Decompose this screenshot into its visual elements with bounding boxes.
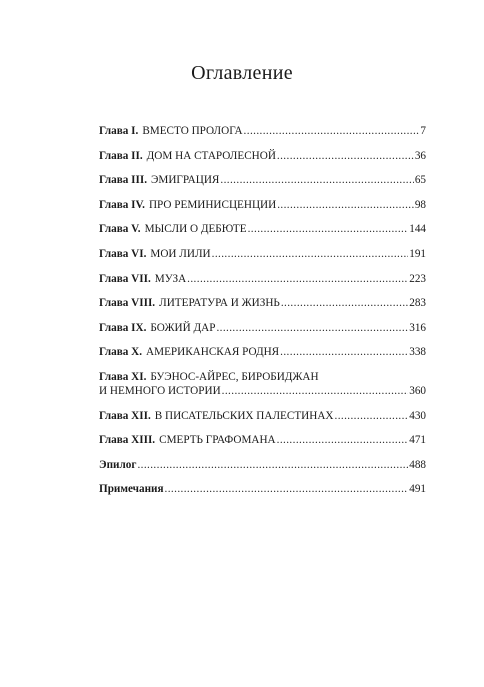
toc-entry[interactable] [99,198,426,212]
toc-entry[interactable] [99,370,426,398]
toc-entry-page: 36 [414,149,426,162]
toc-entry-page: 223 [409,272,426,285]
dot-leader [220,173,413,187]
dot-leader [280,345,408,359]
toc-entry-title: ПРО РЕМИНИСЦЕНЦИИ [148,198,277,211]
toc-entry-label: Глава II. [99,149,143,162]
dot-leader [277,149,414,163]
dot-leader [137,458,408,472]
toc-entry-label: Глава VII. [99,272,151,285]
toc-entry-label: Глава V. [99,223,141,236]
toc-entry[interactable] [99,247,426,261]
toc-entry-label: Глава IX. [99,321,147,334]
dot-leader [165,482,409,496]
toc-entry-label: Глава XIII. [99,434,156,447]
toc-entry-label: Глава IV. [99,198,145,211]
toc-entry-label: Глава X. [99,346,143,359]
toc-entry[interactable] [99,222,426,236]
toc-entry[interactable] [99,296,426,310]
toc-entry[interactable] [99,124,426,138]
toc-entry-title: МЫСЛИ О ДЕБЮТЕ [144,223,247,236]
toc-entry-title: БУЭНОС-АЙРЕС, БИРОБИДЖАН [150,370,319,383]
toc-entry-label: Глава XI. [99,370,147,383]
toc-entry-title: ВМЕСТО ПРОЛОГА [142,125,243,137]
dot-leader [248,222,409,236]
toc-entry[interactable] [99,433,426,447]
table-of-contents [99,124,426,507]
toc-entry-line [99,370,426,384]
dot-leader [335,409,409,423]
toc-entry-page: 471 [409,434,426,447]
toc-entry-page: 360 [409,384,426,397]
toc-entry-label: Глава VI. [99,247,147,260]
dot-leader [216,321,408,335]
toc-entry-label: Глава VIII. [99,297,156,310]
toc-entry-title: ЛИТЕРАТУРА И ЖИЗНЬ [159,297,280,310]
dot-leader [281,296,408,310]
toc-entry[interactable] [99,149,426,163]
toc-entry-title: ДОМ НА СТАРОЛЕСНОЙ [146,149,276,162]
toc-entry[interactable] [99,272,426,286]
dot-leader [277,433,409,447]
toc-entry-line [99,384,426,398]
toc-entry-title: БОЖИЙ ДАР [150,321,216,334]
toc-entry-page: 488 [409,458,426,471]
toc-entry-title: МУЗА [154,272,187,285]
toc-entry[interactable] [99,482,426,496]
page-title: Оглавление [191,62,293,84]
toc-entry-title-continued: И НЕМНОГО ИСТОРИИ [99,384,221,397]
toc-entry-label: Глава XII. [99,409,151,422]
toc-entry-page: 65 [414,174,426,187]
toc-entry-title: СМЕРТЬ ГРАФОМАНА [159,434,276,447]
toc-entry-title: МОИ ЛИЛИ [150,247,211,260]
toc-entry[interactable] [99,458,426,472]
toc-entry-title: В ПИСАТЕЛЬСКИХ ПАЛЕСТИНАХ [154,409,334,422]
toc-entry[interactable] [99,173,426,187]
toc-entry-page: 191 [409,247,426,260]
dot-leader [187,272,408,286]
toc-entry-page: 316 [409,321,426,334]
toc-entry-page: 491 [409,483,426,496]
dot-leader [277,198,414,212]
toc-entry-page: 283 [409,297,426,310]
dot-leader [222,384,409,398]
toc-entry-title: АМЕРИКАНСКАЯ РОДНЯ [146,346,280,359]
dot-leader [212,247,409,261]
toc-entry-page: 98 [414,198,426,211]
toc-entry-title: ЭМИГРАЦИЯ [151,174,220,187]
toc-entry-page: 144 [409,223,426,236]
toc-entry-label: Глава I. [99,125,139,137]
dot-leader [244,124,420,138]
toc-entry-label: Глава III. [99,174,148,187]
toc-entry-label: Примечания [99,483,164,496]
toc-entry-page: 430 [409,409,426,422]
toc-entry[interactable] [99,409,426,423]
toc-entry[interactable] [99,345,426,359]
toc-entry[interactable] [99,321,426,335]
toc-entry-label: Эпилог [99,458,137,471]
toc-entry-page: 7 [420,125,426,137]
toc-entry-page: 338 [409,346,426,359]
